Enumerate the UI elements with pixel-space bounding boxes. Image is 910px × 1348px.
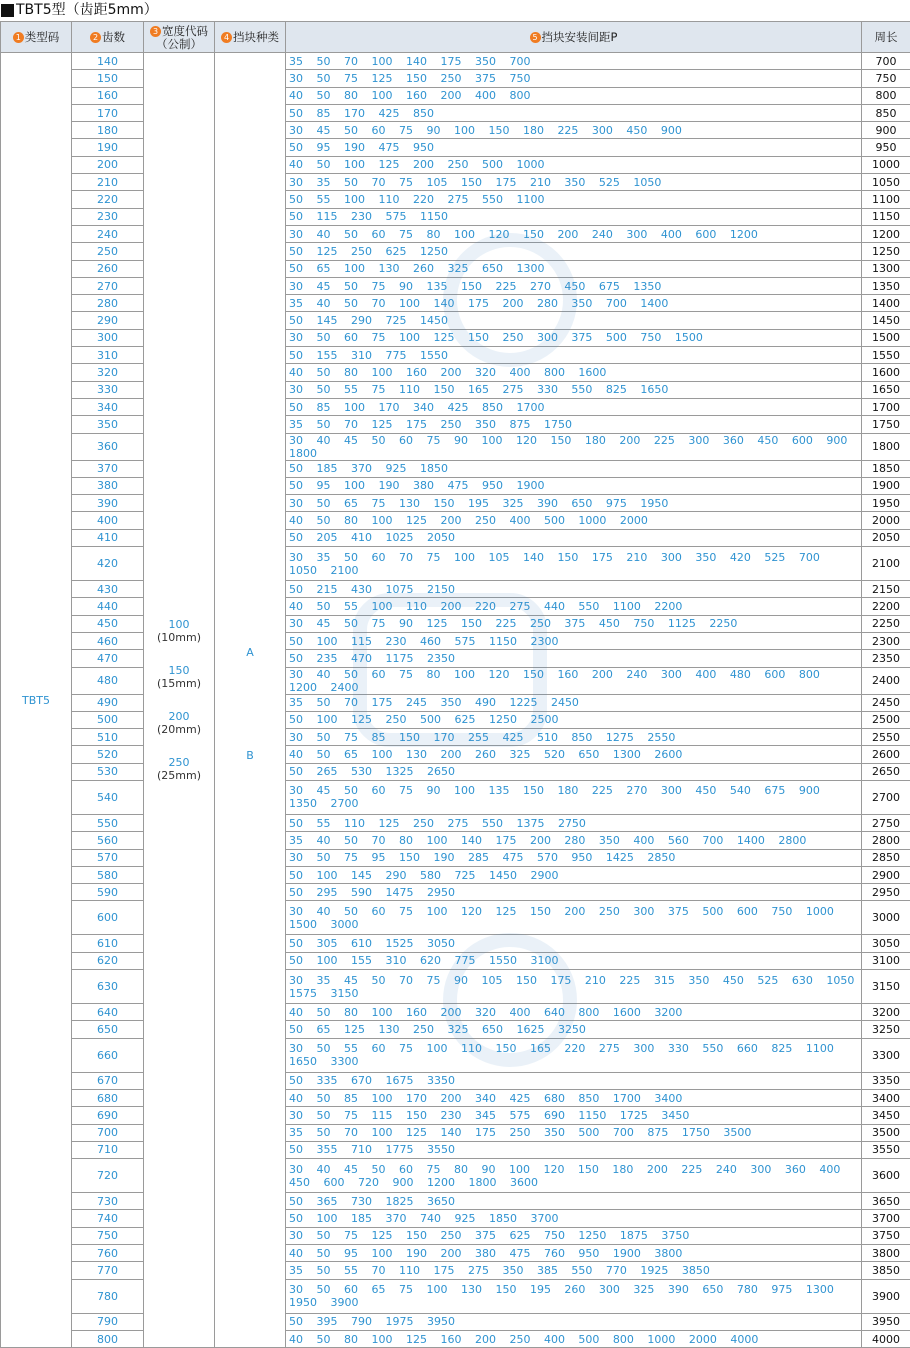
table-row: [1, 1141, 910, 1158]
teeth-cell: 350: [72, 416, 144, 433]
teeth-cell: 630: [72, 970, 144, 1004]
teeth-cell: 330: [72, 381, 144, 398]
teeth-cell: 430: [72, 581, 144, 598]
width-code-cell: [144, 53, 215, 1348]
kind-label: B: [215, 749, 285, 762]
pitch-cell: 50 100 185 370 740 925 1850 3700: [286, 1210, 862, 1227]
table-row: [1, 156, 910, 173]
table-row: [1, 329, 910, 346]
pitch-cell: 30 50 75 125 150 250 375 625 750 1250 1875 3750: [286, 1227, 862, 1244]
length-cell: 1350: [862, 277, 910, 294]
length-cell: 700: [862, 53, 910, 70]
length-cell: 3100: [862, 952, 910, 969]
header-length: 周长: [862, 22, 910, 53]
teeth-cell: 190: [72, 139, 144, 156]
length-cell: 1600: [862, 364, 910, 381]
length-cell: 2800: [862, 832, 910, 849]
pitch-cell: 50 125 250 625 1250: [286, 243, 862, 260]
length-cell: 1450: [862, 312, 910, 329]
teeth-cell: 400: [72, 512, 144, 529]
length-cell: 1250: [862, 243, 910, 260]
length-cell: 3050: [862, 935, 910, 952]
length-cell: 1300: [862, 260, 910, 277]
table-row: [1, 1279, 910, 1313]
teeth-cell: 260: [72, 260, 144, 277]
length-cell: 2400: [862, 667, 910, 694]
teeth-cell: 420: [72, 547, 144, 581]
title-square-icon: [1, 4, 14, 17]
table-row: [1, 191, 910, 208]
teeth-cell: 310: [72, 347, 144, 364]
kind-cell: [215, 53, 286, 1348]
pitch-cell: 50 65 125 130 250 325 650 1625 3250: [286, 1021, 862, 1038]
table-row: [1, 1330, 910, 1347]
teeth-cell: 340: [72, 398, 144, 415]
teeth-cell: 280: [72, 295, 144, 312]
pitch-cell: 50 95 100 190 380 475 950 1900: [286, 477, 862, 494]
teeth-cell: 470: [72, 650, 144, 667]
length-cell: 1000: [862, 156, 910, 173]
table-row: [1, 364, 910, 381]
length-cell: 2000: [862, 512, 910, 529]
length-cell: 3750: [862, 1227, 910, 1244]
pitch-cell: 50 55 110 125 250 275 550 1375 2750: [286, 814, 862, 831]
length-cell: 2050: [862, 529, 910, 546]
header-kind: 4 挡块种类: [215, 22, 286, 53]
length-cell: 1150: [862, 208, 910, 225]
teeth-cell: 710: [72, 1141, 144, 1158]
pitch-cell: 30 50 60 75 100 125 150 250 300 375 500 750 1500: [286, 329, 862, 346]
pitch-cell: 30 50 75 115 150 230 345 575 690 1150 1725 3450: [286, 1107, 862, 1124]
length-cell: 1800: [862, 433, 910, 460]
pitch-cell: 50 85 100 170 340 425 850 1700: [286, 398, 862, 415]
table-row: [1, 139, 910, 156]
pitch-cell: 40 50 80 100 160 200 320 400 800 1600: [286, 364, 862, 381]
pitch-cell: 50 100 145 290 580 725 1450 2900: [286, 866, 862, 883]
header-teeth: 2 齿数: [72, 22, 144, 53]
teeth-cell: 360: [72, 433, 144, 460]
table-row: [1, 849, 910, 866]
length-cell: 2950: [862, 884, 910, 901]
pitch-cell: 50 95 190 475 950: [286, 139, 862, 156]
length-cell: 1200: [862, 225, 910, 242]
length-cell: 2200: [862, 598, 910, 615]
pitch-cell: 30 45 50 75 90 135 150 225 270 450 675 1350: [286, 277, 862, 294]
pitch-cell: 40 50 85 100 170 200 340 425 680 850 1700 3400: [286, 1089, 862, 1106]
number-2-icon: 2: [90, 32, 101, 43]
table-row: [1, 260, 910, 277]
teeth-cell: 270: [72, 277, 144, 294]
teeth-cell: 290: [72, 312, 144, 329]
teeth-cell: 720: [72, 1159, 144, 1193]
table-row: [1, 1021, 910, 1038]
length-cell: 3550: [862, 1141, 910, 1158]
length-cell: 3500: [862, 1124, 910, 1141]
table-row: [1, 901, 910, 935]
length-cell: 3000: [862, 901, 910, 935]
length-cell: 900: [862, 122, 910, 139]
pitch-cell: 40 50 100 125 200 250 500 1000: [286, 156, 862, 173]
width-mm: (15mm): [144, 677, 214, 690]
table-row: [1, 529, 910, 546]
teeth-cell: 200: [72, 156, 144, 173]
pitch-cell: 50 155 310 775 1550: [286, 347, 862, 364]
table-body: [1, 53, 910, 1348]
length-cell: 3900: [862, 1279, 910, 1313]
length-cell: 1900: [862, 477, 910, 494]
table-row: [1, 208, 910, 225]
table-row: [1, 970, 910, 1004]
pitch-cell: 30 50 60 65 75 100 130 150 195 260 300 325 390 650 780 975 1300 1950 3900: [286, 1279, 862, 1313]
length-cell: 2250: [862, 615, 910, 632]
pitch-cell: 35 50 55 70 110 175 275 350 385 550 770 1925 3850: [286, 1262, 862, 1279]
length-cell: 2600: [862, 746, 910, 763]
table-row: [1, 1089, 910, 1106]
length-cell: 3700: [862, 1210, 910, 1227]
table-row: [1, 295, 910, 312]
pitch-cell: 30 50 55 75 110 150 165 275 330 550 825 1650: [286, 381, 862, 398]
teeth-cell: 770: [72, 1262, 144, 1279]
number-3-icon: 3: [150, 26, 161, 37]
length-cell: 950: [862, 139, 910, 156]
pitch-cell: 30 35 50 60 70 75 100 105 140 150 175 210 300 350 420 525 700 1050 2100: [286, 547, 862, 581]
teeth-cell: 570: [72, 849, 144, 866]
table-row: [1, 1124, 910, 1141]
table-row: [1, 694, 910, 711]
teeth-cell: 730: [72, 1193, 144, 1210]
pitch-cell: 40 50 80 100 125 160 200 250 400 500 800 1000 2000 4000: [286, 1330, 862, 1347]
pitch-cell: 50 205 410 1025 2050: [286, 529, 862, 546]
teeth-cell: 610: [72, 935, 144, 952]
table-row: [1, 1038, 910, 1072]
teeth-cell: 240: [72, 225, 144, 242]
table-row: [1, 884, 910, 901]
table-row: [1, 174, 910, 191]
table-row: [1, 581, 910, 598]
length-cell: 1850: [862, 460, 910, 477]
pitch-cell: 30 45 50 60 75 90 100 150 180 225 300 450 900: [286, 122, 862, 139]
teeth-cell: 300: [72, 329, 144, 346]
teeth-cell: 150: [72, 70, 144, 87]
length-cell: 3850: [862, 1262, 910, 1279]
teeth-cell: 490: [72, 694, 144, 711]
spec-table: [0, 21, 910, 1348]
pitch-cell: 35 50 70 100 140 175 350 700: [286, 53, 862, 70]
width-mm: (10mm): [144, 631, 214, 644]
table-row: [1, 667, 910, 694]
teeth-cell: 250: [72, 243, 144, 260]
pitch-cell: 40 50 80 100 125 200 250 400 500 1000 2000: [286, 512, 862, 529]
pitch-cell: 40 50 65 100 130 200 260 325 520 650 1300 2600: [286, 746, 862, 763]
pitch-cell: 30 35 50 70 75 105 150 175 210 350 525 1050: [286, 174, 862, 191]
table-row: [1, 615, 910, 632]
table-row: [1, 87, 910, 104]
table-row: [1, 763, 910, 780]
pitch-cell: 40 50 80 100 160 200 320 400 640 800 1600 3200: [286, 1004, 862, 1021]
pitch-cell: 30 40 50 60 75 100 120 125 150 200 250 300 375 500 600 750 1000 1500 3000: [286, 901, 862, 935]
table-row: [1, 416, 910, 433]
teeth-cell: 790: [72, 1313, 144, 1330]
pitch-cell: 30 50 75 125 150 250 375 750: [286, 70, 862, 87]
length-cell: 3250: [862, 1021, 910, 1038]
table-row: [1, 711, 910, 728]
length-cell: 3150: [862, 970, 910, 1004]
length-cell: 3800: [862, 1245, 910, 1262]
kind-label: A: [215, 646, 285, 659]
table-row: [1, 477, 910, 494]
pitch-cell: 50 100 115 230 460 575 1150 2300: [286, 632, 862, 649]
teeth-cell: 140: [72, 53, 144, 70]
pitch-cell: 50 335 670 1675 3350: [286, 1072, 862, 1089]
teeth-cell: 410: [72, 529, 144, 546]
teeth-cell: 510: [72, 729, 144, 746]
teeth-cell: 370: [72, 460, 144, 477]
table-row: [1, 814, 910, 831]
pitch-cell: 30 50 65 75 130 150 195 325 390 650 975 1950: [286, 495, 862, 512]
teeth-cell: 530: [72, 763, 144, 780]
table-row: [1, 433, 910, 460]
number-4-icon: 4: [221, 32, 232, 43]
teeth-cell: 650: [72, 1021, 144, 1038]
table-row: [1, 952, 910, 969]
width-mm: (25mm): [144, 769, 214, 782]
length-cell: 1500: [862, 329, 910, 346]
table-row: [1, 1245, 910, 1262]
table-row: [1, 277, 910, 294]
length-cell: 2850: [862, 849, 910, 866]
length-cell: 2100: [862, 547, 910, 581]
length-cell: 2650: [862, 763, 910, 780]
length-cell: 850: [862, 104, 910, 121]
teeth-cell: 450: [72, 615, 144, 632]
pitch-cell: 50 395 790 1975 3950: [286, 1313, 862, 1330]
width-code: 100: [144, 618, 214, 631]
table-row: [1, 1072, 910, 1089]
table-row: [1, 1004, 910, 1021]
pitch-cell: 50 115 230 575 1150: [286, 208, 862, 225]
teeth-cell: 670: [72, 1072, 144, 1089]
pitch-cell: 40 50 95 100 190 200 380 475 760 950 1900 3800: [286, 1245, 862, 1262]
header-row: [1, 22, 910, 53]
pitch-cell: 35 50 70 100 125 140 175 250 350 500 700 875 1750 3500: [286, 1124, 862, 1141]
header-type: 1 类型码: [1, 22, 72, 53]
teeth-cell: 440: [72, 598, 144, 615]
length-cell: 2900: [862, 866, 910, 883]
table-row: [1, 243, 910, 260]
pitch-cell: 30 50 75 85 150 170 255 425 510 850 1275 2550: [286, 729, 862, 746]
teeth-cell: 220: [72, 191, 144, 208]
teeth-cell: 320: [72, 364, 144, 381]
length-cell: 3450: [862, 1107, 910, 1124]
table-row: [1, 104, 910, 121]
table-row: [1, 460, 910, 477]
teeth-cell: 680: [72, 1089, 144, 1106]
length-cell: 2500: [862, 711, 910, 728]
pitch-cell: 50 85 170 425 850: [286, 104, 862, 121]
type-code-cell: TBT5: [1, 53, 72, 1348]
pitch-cell: 30 50 55 60 75 100 110 150 165 220 275 300 330 550 660 825 1100 1650 3300: [286, 1038, 862, 1072]
teeth-cell: 700: [72, 1124, 144, 1141]
length-cell: 3350: [862, 1072, 910, 1089]
teeth-cell: 170: [72, 104, 144, 121]
length-cell: 3400: [862, 1089, 910, 1106]
length-cell: 1550: [862, 347, 910, 364]
pitch-cell: 50 100 155 310 620 775 1550 3100: [286, 952, 862, 969]
teeth-cell: 580: [72, 866, 144, 883]
teeth-cell: 380: [72, 477, 144, 494]
table-row: [1, 53, 910, 70]
pitch-cell: 40 50 80 100 160 200 400 800: [286, 87, 862, 104]
pitch-cell: 50 145 290 725 1450: [286, 312, 862, 329]
teeth-cell: 460: [72, 632, 144, 649]
pitch-cell: 50 65 100 130 260 325 650 1300: [286, 260, 862, 277]
teeth-cell: 620: [72, 952, 144, 969]
teeth-cell: 740: [72, 1210, 144, 1227]
number-5-icon: 5: [530, 32, 541, 43]
teeth-cell: 540: [72, 780, 144, 814]
pitch-cell: 50 295 590 1475 2950: [286, 884, 862, 901]
pitch-cell: 50 365 730 1825 3650: [286, 1193, 862, 1210]
table-row: [1, 381, 910, 398]
width-code: 200: [144, 710, 214, 723]
table-row: [1, 1210, 910, 1227]
teeth-cell: 750: [72, 1227, 144, 1244]
pitch-cell: 30 40 50 60 75 80 100 120 150 200 240 300 400 600 1200: [286, 225, 862, 242]
teeth-cell: 500: [72, 711, 144, 728]
table-row: [1, 1107, 910, 1124]
page-title: [0, 0, 910, 20]
pitch-cell: 30 40 50 60 75 80 100 120 150 160 200 240 300 400 480 600 800 1200 2400: [286, 667, 862, 694]
length-cell: 2150: [862, 581, 910, 598]
teeth-cell: 210: [72, 174, 144, 191]
length-cell: 2550: [862, 729, 910, 746]
table-row: [1, 598, 910, 615]
teeth-cell: 690: [72, 1107, 144, 1124]
width-code: 250: [144, 756, 214, 769]
length-cell: 1400: [862, 295, 910, 312]
table-row: [1, 729, 910, 746]
pitch-cell: 40 50 55 100 110 200 220 275 440 550 1100 2200: [286, 598, 862, 615]
pitch-cell: 50 215 430 1075 2150: [286, 581, 862, 598]
pitch-cell: 50 305 610 1525 3050: [286, 935, 862, 952]
pitch-cell: 35 50 70 175 245 350 490 1225 2450: [286, 694, 862, 711]
table-row: [1, 746, 910, 763]
table-row: [1, 935, 910, 952]
pitch-cell: 30 45 50 60 75 90 100 135 150 180 225 270 300 450 540 675 900 1350 2700: [286, 780, 862, 814]
pitch-cell: 50 355 710 1775 3550: [286, 1141, 862, 1158]
length-cell: 1750: [862, 416, 910, 433]
table-row: [1, 398, 910, 415]
number-1-icon: 1: [13, 32, 24, 43]
header-pitch: 5 挡块安装间距P: [286, 22, 862, 53]
length-cell: 1100: [862, 191, 910, 208]
teeth-cell: 480: [72, 667, 144, 694]
table-row: [1, 312, 910, 329]
length-cell: 1650: [862, 381, 910, 398]
teeth-cell: 520: [72, 746, 144, 763]
table-row: [1, 512, 910, 529]
title-text: TBT5型（齿距5mm）: [16, 0, 158, 20]
table-row: [1, 547, 910, 581]
pitch-cell: 35 50 70 125 175 250 350 875 1750: [286, 416, 862, 433]
length-cell: 1950: [862, 495, 910, 512]
length-cell: 1050: [862, 174, 910, 191]
teeth-cell: 640: [72, 1004, 144, 1021]
table-row: [1, 1227, 910, 1244]
pitch-cell: 50 100 125 250 500 625 1250 2500: [286, 711, 862, 728]
table-row: [1, 122, 910, 139]
length-cell: 4000: [862, 1330, 910, 1347]
teeth-cell: 660: [72, 1038, 144, 1072]
pitch-cell: 35 40 50 70 80 100 140 175 200 280 350 400 560 700 1400 2800: [286, 832, 862, 849]
table-row: [1, 70, 910, 87]
teeth-cell: 800: [72, 1330, 144, 1347]
length-cell: 3300: [862, 1038, 910, 1072]
length-cell: 2350: [862, 650, 910, 667]
length-cell: 1700: [862, 398, 910, 415]
teeth-cell: 760: [72, 1245, 144, 1262]
length-cell: 3950: [862, 1313, 910, 1330]
table-row: [1, 225, 910, 242]
pitch-cell: 50 55 100 110 220 275 550 1100: [286, 191, 862, 208]
length-cell: 3200: [862, 1004, 910, 1021]
pitch-cell: 30 50 75 95 150 190 285 475 570 950 1425 2850: [286, 849, 862, 866]
pitch-cell: 30 35 45 50 70 75 90 105 150 175 210 225 315 350 450 525 630 1050 1575 3150: [286, 970, 862, 1004]
teeth-cell: 600: [72, 901, 144, 935]
length-cell: 800: [862, 87, 910, 104]
table-row: [1, 650, 910, 667]
table-row: [1, 866, 910, 883]
length-cell: 3650: [862, 1193, 910, 1210]
pitch-cell: 35 40 50 70 100 140 175 200 280 350 700 1400: [286, 295, 862, 312]
teeth-cell: 780: [72, 1279, 144, 1313]
table-row: [1, 1159, 910, 1193]
table-row: [1, 1313, 910, 1330]
length-cell: 750: [862, 70, 910, 87]
table-row: [1, 347, 910, 364]
pitch-cell: 50 235 470 1175 2350: [286, 650, 862, 667]
width-mm: (20mm): [144, 723, 214, 736]
teeth-cell: 590: [72, 884, 144, 901]
length-cell: 3600: [862, 1159, 910, 1193]
table-row: [1, 1262, 910, 1279]
length-cell: 2750: [862, 814, 910, 831]
teeth-cell: 230: [72, 208, 144, 225]
teeth-cell: 180: [72, 122, 144, 139]
teeth-cell: 560: [72, 832, 144, 849]
pitch-cell: 50 185 370 925 1850: [286, 460, 862, 477]
teeth-cell: 390: [72, 495, 144, 512]
pitch-cell: 30 45 50 75 90 125 150 225 250 375 450 750 1125 2250: [286, 615, 862, 632]
table-row: [1, 632, 910, 649]
pitch-cell: 30 40 45 50 60 75 80 90 100 120 150 180 200 225 240 300 360 400 450 600 720 900 1200 1800 3600: [286, 1159, 862, 1193]
length-cell: 2300: [862, 632, 910, 649]
table-row: [1, 780, 910, 814]
table-row: [1, 832, 910, 849]
table-row: [1, 1193, 910, 1210]
pitch-cell: 50 265 530 1325 2650: [286, 763, 862, 780]
pitch-cell: 30 40 45 50 60 75 90 100 120 150 180 200 225 300 360 450 600 900 1800: [286, 433, 862, 460]
header-width: 3 宽度代码 （公制）: [144, 22, 215, 53]
teeth-cell: 550: [72, 814, 144, 831]
table-row: [1, 495, 910, 512]
teeth-cell: 160: [72, 87, 144, 104]
length-cell: 2450: [862, 694, 910, 711]
length-cell: 2700: [862, 780, 910, 814]
width-code: 150: [144, 664, 214, 677]
